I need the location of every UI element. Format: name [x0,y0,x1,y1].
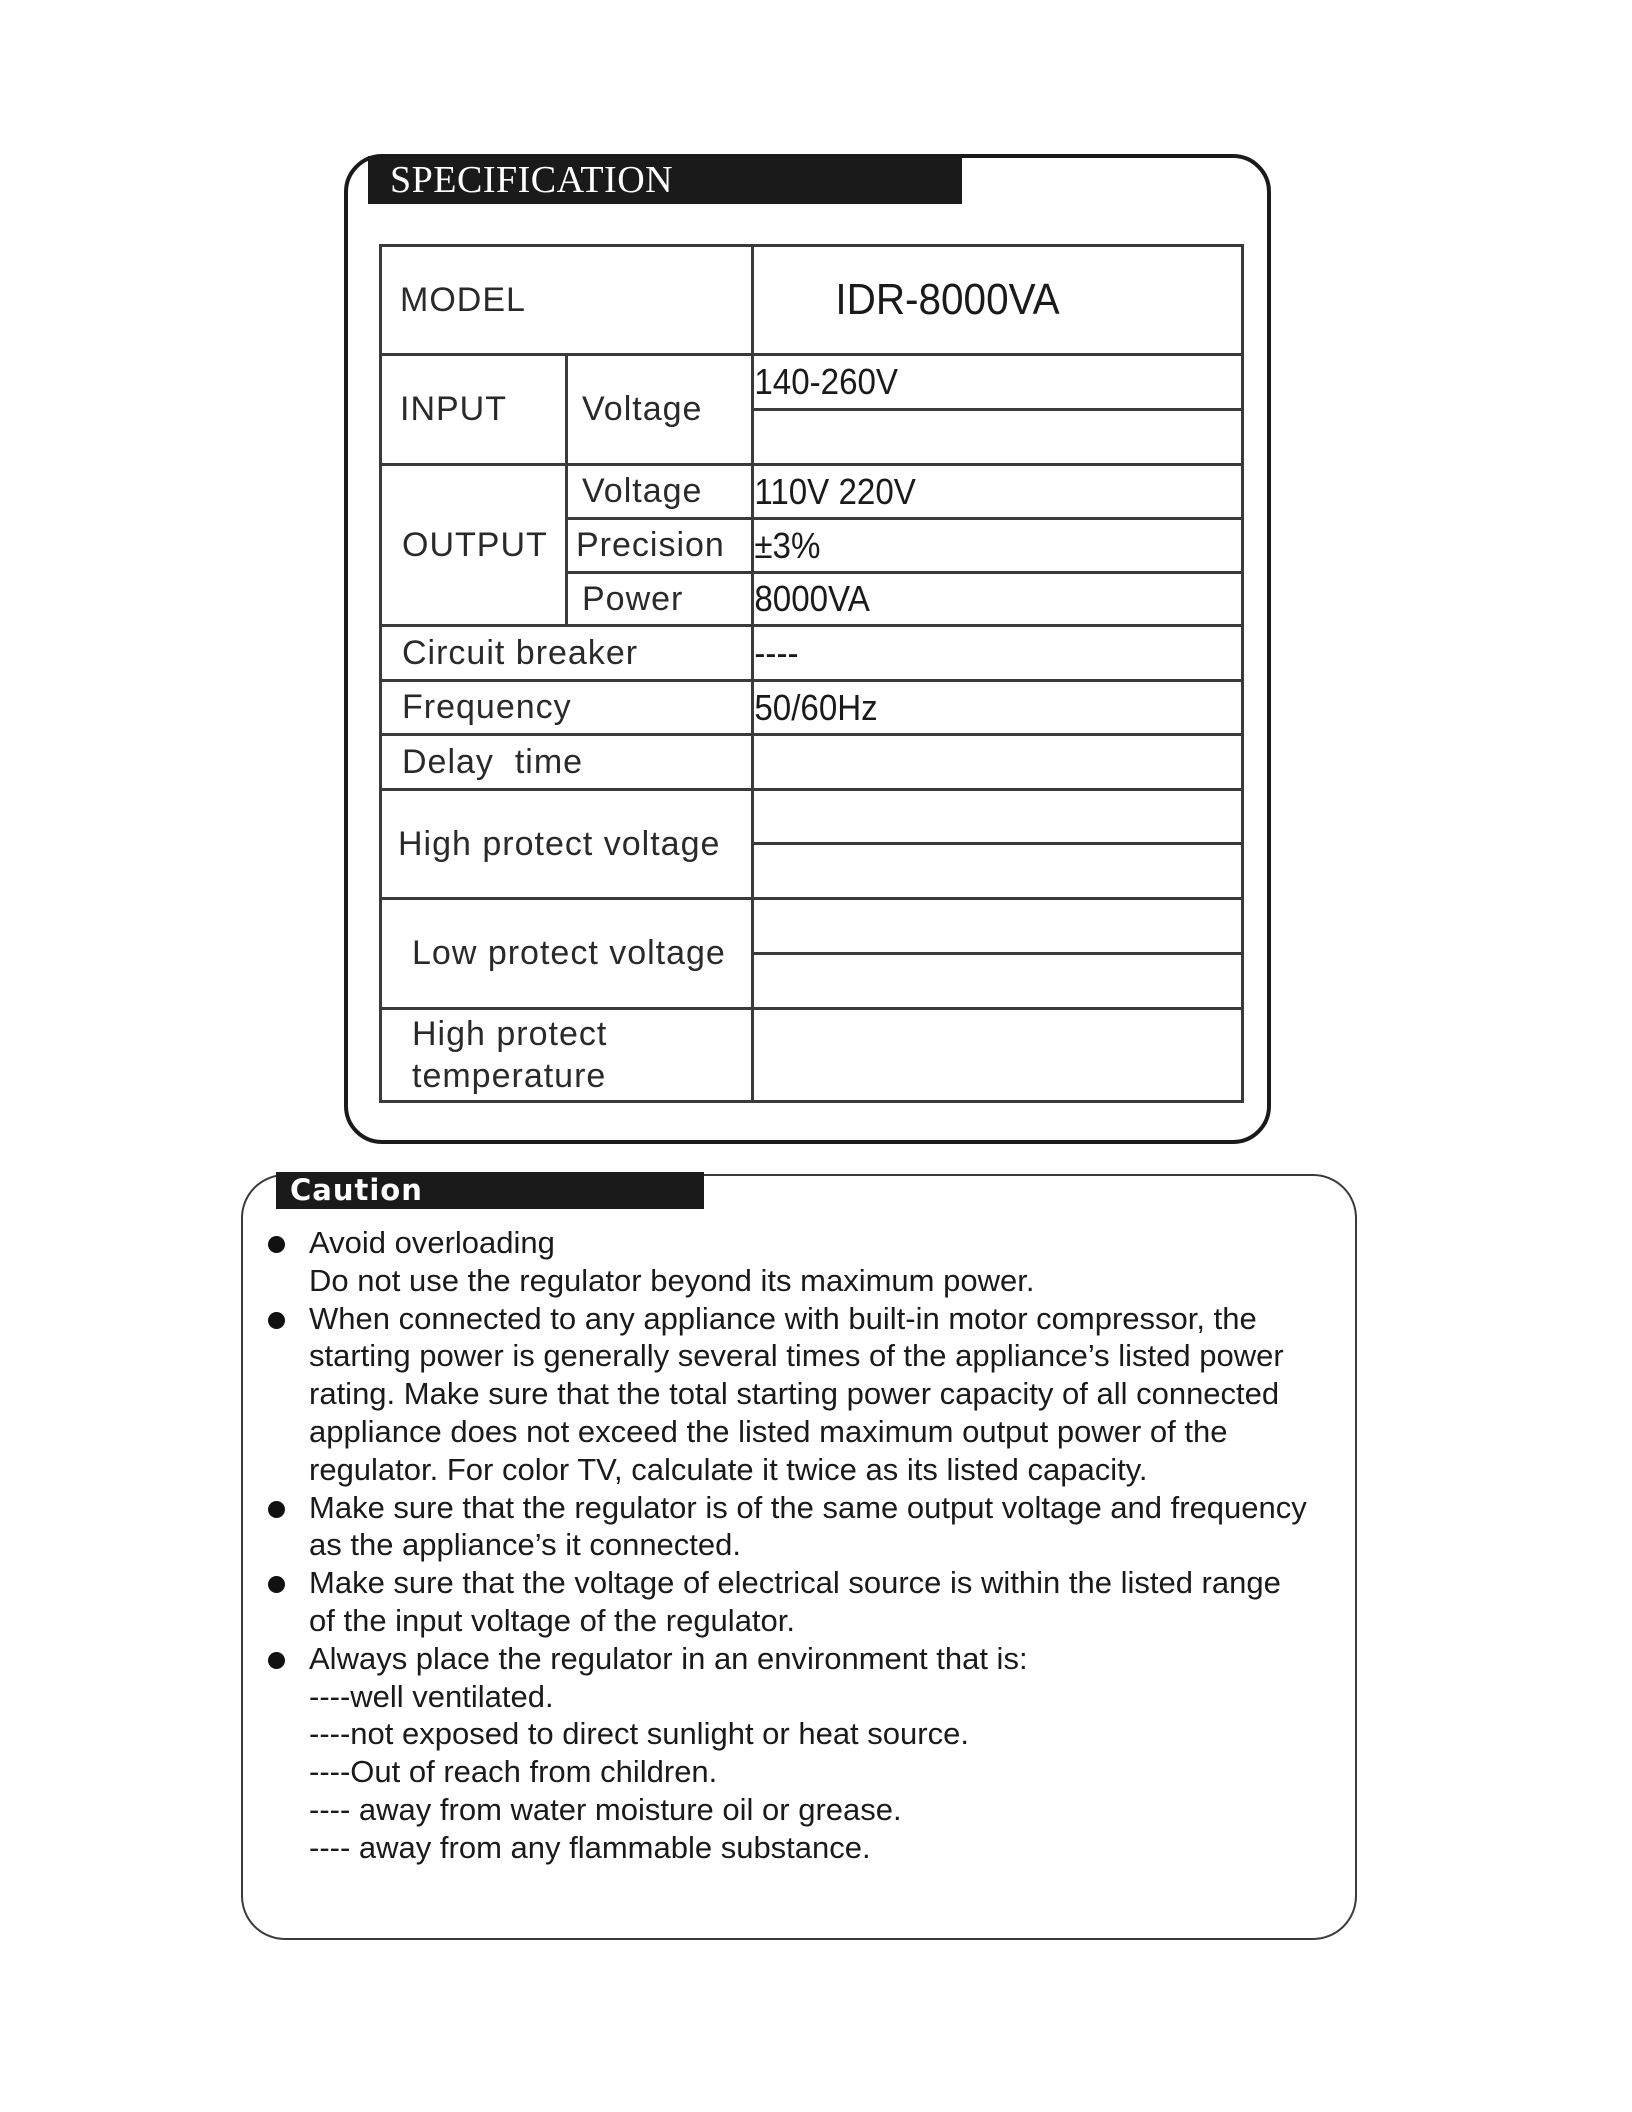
caution-line: starting power is generally several times of the appliance’s listed power [309,1338,1284,1374]
caution-line: ---- away from water moisture oil or grease. [309,1791,902,1827]
caution-line: of the input voltage of the regulator. [309,1602,796,1638]
output-label: OUTPUT [381,465,567,626]
high-protect-temperature-label-line2: temperature [412,1057,607,1095]
list-item [264,1489,1344,1565]
output-precision-value: ±3% [753,519,1204,573]
caution-line: Make sure that the regulator is of the same output voltage and frequency [309,1489,1307,1525]
table-row [381,465,1243,519]
circuit-breaker-value: ---- [753,626,1204,681]
caution-line: Make sure that the voltage of electrical source is within the listed range [309,1565,1281,1601]
high-protect-voltage-value-2 [753,844,1243,899]
high-protect-temperature-value [753,1009,1243,1102]
delay-time-value [753,735,1243,790]
high-protect-temperature-label [381,1009,753,1102]
low-protect-voltage-value-2 [753,954,1243,1009]
high-protect-temperature-label-line1: High protect [412,1015,608,1053]
caution-line: ----Out of reach from children. [309,1754,718,1790]
bullet-icon [268,1312,285,1329]
bullet-icon [268,1501,285,1518]
input-voltage-label: Voltage [567,355,753,465]
caution-line: as the appliance’s it connected. [309,1527,742,1563]
list-item [264,1224,1344,1300]
caution-line: Do not use the regulator beyond its maximum power. [309,1262,1035,1298]
bullet-icon [268,1652,285,1669]
caution-line: regulator. For color TV, calculate it twice as its listed capacity. [309,1451,1148,1487]
model-label: MODEL [381,246,753,355]
list-item [264,1640,1344,1867]
bullet-icon [268,1236,285,1253]
output-precision-label: Precision [567,519,753,573]
table-row [381,790,1243,844]
specification-header: SPECIFICATION [368,156,962,204]
caution-header: Caution [276,1172,704,1209]
low-protect-voltage-label: Low protect voltage [381,899,753,1009]
low-protect-voltage-value-1 [753,899,1243,954]
input-label: INPUT [381,355,567,465]
table-row [381,681,1243,735]
high-protect-voltage-label: High protect voltage [381,790,753,899]
circuit-breaker-label: Circuit breaker [381,626,753,681]
caution-line: Avoid overloading [309,1225,555,1260]
output-power-label: Power [567,573,753,626]
caution-line: Always place the regulator in an environment that is: [309,1640,1028,1676]
caution-line: rating. Make sure that the total starting power capacity of all connected [309,1376,1280,1412]
frequency-value: 50/60Hz [753,681,1204,735]
table-row [381,1009,1243,1102]
caution-line: ----not exposed to direct sunlight or heat source. [309,1716,969,1752]
table-row [381,246,1243,355]
output-power-value: 8000VA [753,573,1204,626]
caution-line: appliance does not exceed the listed maximum output power of the [309,1413,1228,1449]
delay-time-label: Delay time [381,735,753,790]
specification-table [379,244,1244,1103]
input-voltage-value: 140-260V [753,355,1204,410]
table-row [381,735,1243,790]
table-row [381,626,1243,681]
high-protect-voltage-value-1 [753,790,1243,844]
list-item [264,1564,1344,1640]
caution-line: ----well ventilated. [309,1678,554,1714]
output-voltage-label: Voltage [567,465,753,519]
table-row [381,899,1243,954]
model-value: IDR-8000VA [753,246,1204,355]
list-item [264,1300,1344,1489]
caution-line: When connected to any appliance with built-in motor compressor, the [309,1300,1257,1336]
bullet-icon [268,1576,285,1593]
table-row [381,355,1243,410]
caution-list [264,1224,1344,1867]
frequency-label: Frequency [381,681,753,735]
output-voltage-value: 110V 220V [753,465,1204,519]
caution-line: ---- away from any flammable substance. [309,1829,871,1865]
input-voltage-empty-cell [753,410,1243,465]
